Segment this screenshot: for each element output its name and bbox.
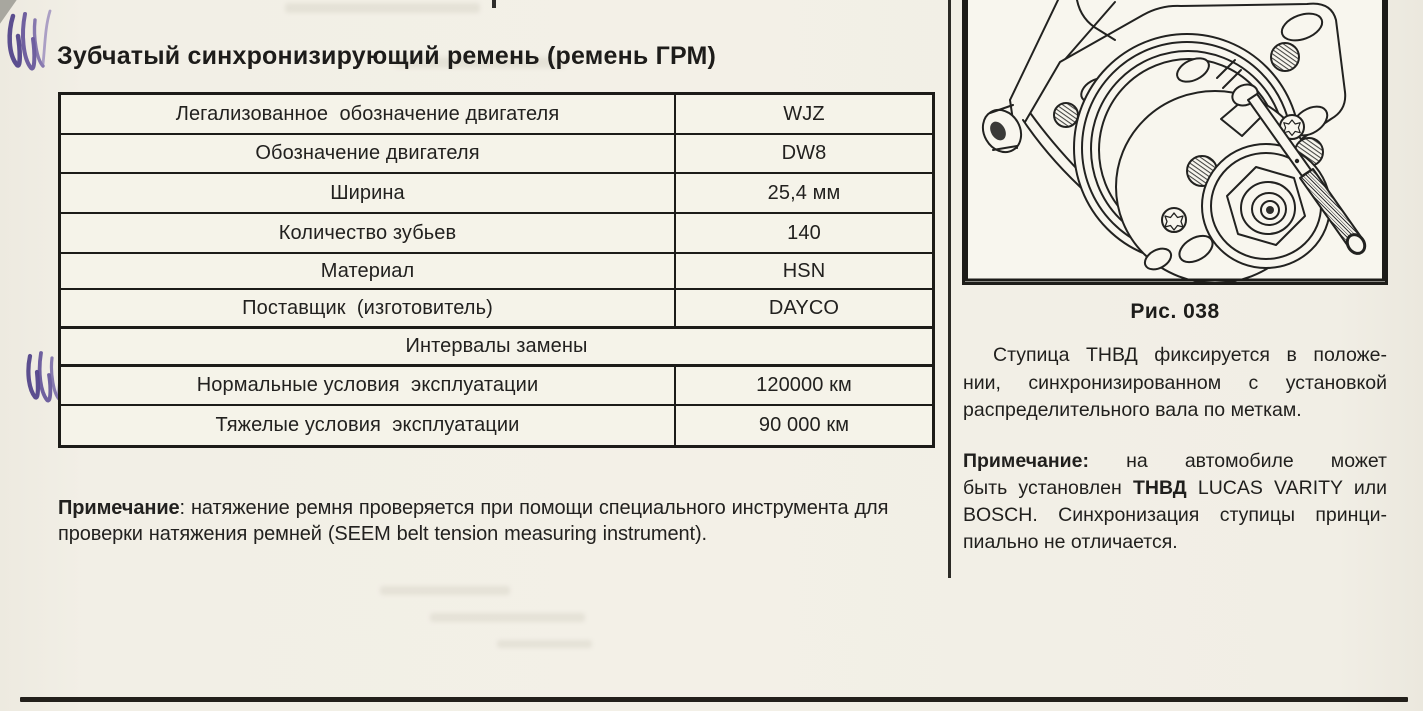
table-cell-value: 90 000 км: [674, 406, 932, 445]
table-cell-value: DW8: [674, 135, 932, 172]
note-line: BOSCH. Синхронизация ступицы принци-: [963, 504, 1387, 526]
note-label: Примечание:: [963, 450, 1089, 472]
note-left-text: : натяжение ремня проверяется при помощи специального инструмента для: [179, 497, 889, 519]
table-cell-label: Тяжелые условия эксплуатации: [215, 414, 520, 436]
table-cell-label: Материал: [320, 259, 415, 282]
page-title: Зубчатый синхронизирующий ремень (ремень ГРМ): [57, 41, 717, 70]
table-cell-value: HSN: [674, 254, 932, 288]
right-note: [963, 448, 1387, 556]
ghost-text-smudge: [497, 640, 592, 648]
paragraph-line: Ступица ТНВД фиксируется в положе-: [993, 344, 1387, 366]
note-line: пиально не отличается.: [963, 531, 1178, 553]
ghost-text-smudge: [285, 3, 480, 13]
note-left: [58, 495, 958, 547]
table-cell-section-label: Интервалы замены: [405, 335, 588, 357]
table-row: [61, 290, 932, 329]
right-paragraph: [963, 342, 1387, 425]
table-row: [61, 214, 932, 254]
page-bottom-rule: [20, 697, 1408, 702]
note-line: быть установлен ТНВД LUCAS VARITY или: [963, 477, 1387, 499]
table-cell-label: Легализованное обозначение двигателя: [175, 102, 560, 125]
table-cell-value: 120000 км: [674, 367, 932, 404]
table-row: [61, 367, 932, 406]
note-line: Примечание: на автомобиле может: [963, 450, 1387, 472]
table-row: [61, 135, 932, 174]
ghost-text-smudge: [380, 586, 510, 595]
note-bold-term: ТНВД: [1132, 477, 1187, 499]
table-cell-value: DAYCO: [674, 290, 932, 326]
table-cell-label: Обозначение двигателя: [255, 142, 480, 164]
note-left-line: проверки натяжения ремней (SEEM belt tension measuring instrument).: [58, 523, 707, 545]
ghost-text-smudge: [430, 613, 585, 622]
figure-caption: Рис. 038: [1130, 300, 1220, 323]
table-cell-label: Поставщик (изготовитель): [242, 296, 493, 319]
cropped-text-tick: [492, 0, 496, 8]
injection-pump-figure: [965, 0, 1385, 282]
table-cell-label: Нормальные условия эксплуатации: [196, 374, 539, 396]
figure-frame: [962, 0, 1388, 285]
table-row-section-header: [61, 329, 932, 367]
table-row: [61, 95, 932, 135]
table-cell-label: Количество зубьев: [278, 221, 457, 244]
pen-scribble-mark: [4, 8, 58, 78]
table-cell-value: WJZ: [674, 95, 932, 133]
table-row: [61, 406, 932, 445]
table-row: [61, 174, 932, 214]
note-left-line: [58, 495, 958, 521]
table-cell-label: Ширина: [330, 181, 405, 204]
table-row: [61, 254, 932, 290]
column-divider-rule: [948, 0, 951, 578]
table-cell-value: 25,4 мм: [674, 174, 932, 212]
note-left-label: Примечание: [58, 497, 180, 519]
table-cell-value: 140: [674, 214, 932, 252]
paragraph-line: нии, синхронизированном с установкой: [963, 371, 1387, 394]
paragraph-line: распределительного вала по меткам.: [963, 399, 1302, 421]
timing-belt-spec-table: [58, 92, 935, 448]
